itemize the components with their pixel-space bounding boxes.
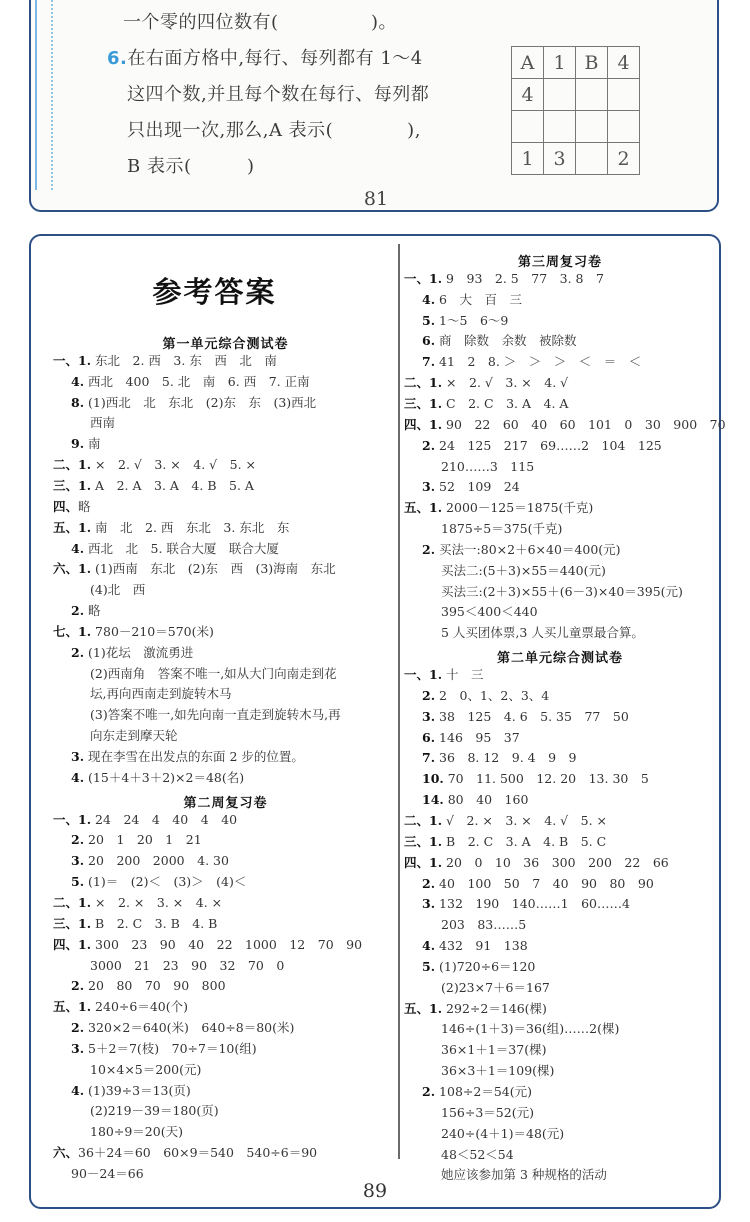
answer-text: (2)23×7＋6＝167 <box>441 979 550 995</box>
answer-line <box>422 709 629 725</box>
answer-line <box>53 478 254 494</box>
answer-text: 90－24＝66 <box>71 1166 144 1181</box>
answer-text: 10×4×5＝200(元) <box>90 1061 202 1077</box>
answer-text: 西北 400 5. 北 南 6. 西 7. 正南 <box>84 373 310 389</box>
exercise-page-81 <box>29 0 719 212</box>
answer-label: 2. <box>71 832 85 848</box>
answer-label: 二、1. <box>53 457 92 473</box>
answer-line <box>441 459 534 475</box>
answer-line <box>53 916 217 932</box>
margin-rule <box>35 0 37 190</box>
section-title: 第二周复习卷 <box>183 795 268 811</box>
answer-label: 四、1. <box>404 416 443 432</box>
answer-text: 2 0、1、2、3、4 <box>435 687 550 703</box>
answer-text: B 2. C 3. A 4. B 5. C <box>442 833 607 849</box>
answer-line <box>422 354 641 370</box>
answer-line <box>53 457 256 473</box>
answer-line <box>71 603 101 619</box>
answer-text: 向东走到摩天轮 <box>90 728 178 744</box>
answer-text: 41 2 8. ＞ ＞ ＞ ＜ ＝ ＜ <box>435 354 642 370</box>
answer-text: 略 <box>84 603 101 619</box>
answer-line <box>422 792 528 808</box>
answer-label: 三、1. <box>53 477 92 493</box>
answer-text: 240÷(4＋1)＝48(元) <box>441 1125 565 1141</box>
answer-line <box>404 500 593 516</box>
answer-text: 20 0 10 36 300 200 22 66 <box>442 854 669 870</box>
page-number: 89 <box>362 1180 388 1202</box>
answer-line <box>404 855 669 871</box>
answer-text: 146 95 37 <box>435 729 520 745</box>
answer-label: 三、1. <box>53 915 92 931</box>
answer-text: 36＋24＝60 60×9＝540 540÷6＝90 <box>78 1145 318 1161</box>
answer-line <box>422 750 577 766</box>
answer-line <box>422 938 528 954</box>
answer-text: 买法一:80×2＋6×40＝400(元) <box>435 541 621 557</box>
answer-line <box>71 874 246 890</box>
answer-label: 4. <box>71 540 85 556</box>
answer-line <box>422 730 520 746</box>
answer-label: 4. <box>71 769 85 785</box>
answer-line <box>90 582 145 598</box>
answer-line <box>71 1083 191 1099</box>
answer-label: 2. <box>71 978 85 994</box>
answer-label: 四、 <box>53 498 79 514</box>
question-6-line-3: 只出现一次,那么,A 表示( ), <box>127 120 421 141</box>
answer-text: 240÷6＝40(个) <box>91 999 188 1015</box>
answer-line <box>90 415 115 431</box>
answer-label: 3. <box>422 708 436 724</box>
grid-cell <box>544 111 576 143</box>
answer-line <box>71 541 279 557</box>
answer-text: (2)西南角 答案不唯一,如从大门向南走到花 <box>90 665 337 681</box>
answer-line <box>53 520 289 536</box>
section-title: 第二单元综合测试卷 <box>496 651 623 667</box>
answer-label: 5. <box>422 312 436 328</box>
answer-text: 买法二:(5＋3)×55＝440(元) <box>441 562 606 578</box>
answer-line <box>71 853 229 869</box>
answer-label: 二、1. <box>404 375 443 391</box>
answer-text: 180÷9＝20(天) <box>90 1124 183 1140</box>
answer-line <box>90 707 341 723</box>
answer-line <box>441 584 683 600</box>
answer-label: 二、1. <box>404 812 443 828</box>
answer-text: (1)花坛 激流勇进 <box>84 644 194 660</box>
margin-dotted-rule <box>51 0 53 190</box>
answer-text: √ 2. × 3. × 4. √ 5. × <box>442 812 607 828</box>
answer-line <box>441 1021 619 1037</box>
answer-line <box>441 521 562 537</box>
answer-line <box>90 1103 219 1119</box>
answer-text: 1～5 6～9 <box>435 312 509 328</box>
answer-line <box>404 834 606 850</box>
answer-line <box>53 561 336 577</box>
grid-cell: 4 <box>608 47 640 79</box>
answer-label: 6. <box>422 729 436 745</box>
answer-text: 395＜400＜440 <box>441 604 538 620</box>
answer-text: 432 91 138 <box>435 938 528 954</box>
grid-cell: B <box>576 47 608 79</box>
answer-text: 5 人买团体票,3 人买儿童票最合算。 <box>441 625 644 641</box>
answer-text: 西南 <box>90 415 116 431</box>
answer-text: 买法三:(2＋3)×55＋(6－3)×40＝395(元) <box>441 583 683 599</box>
answer-label: 四、1. <box>404 854 443 870</box>
answer-line <box>441 1147 514 1163</box>
grid-cell <box>608 79 640 111</box>
answer-line <box>71 374 310 390</box>
answer-label: 9. <box>71 436 85 452</box>
answer-text: 1875÷5＝375(千克) <box>441 521 563 537</box>
answer-text: 西北 北 5. 联合大厦 联合大厦 <box>84 540 279 556</box>
answer-line <box>90 958 284 974</box>
answer-line <box>53 353 277 369</box>
answer-text: (2)219－39＝180(页) <box>90 1103 219 1119</box>
answer-text: 2000－125＝1875(千克) <box>442 500 594 516</box>
answer-line <box>71 1041 257 1057</box>
answer-line <box>404 271 604 287</box>
answer-label: 一、1. <box>53 811 92 827</box>
answer-label: 三、1. <box>404 395 443 411</box>
answer-label: 六、 <box>53 1145 79 1161</box>
answer-text: (1)＝ (2)＜ (3)＞ (4)＜ <box>84 874 247 890</box>
answer-label: 4. <box>422 291 436 307</box>
answer-label: 一、1. <box>404 270 443 286</box>
answer-line <box>53 895 222 911</box>
answer-text: (1)720÷6＝120 <box>435 958 536 974</box>
answer-label: 2. <box>422 437 436 453</box>
page-number: 81 <box>363 188 389 210</box>
grid-cell: 1 <box>544 47 576 79</box>
answer-text: 36×3＋1＝109(棵) <box>441 1063 555 1079</box>
answer-text: 70 11. 500 12. 20 13. 30 5 <box>443 771 649 787</box>
answer-label: 五、1. <box>53 999 92 1015</box>
grid-cell <box>512 111 544 143</box>
answer-label: 五、1. <box>404 500 443 516</box>
answer-text: × 2. × 3. × 4. × <box>91 894 223 910</box>
answer-line <box>422 438 662 454</box>
answer-line <box>422 292 522 308</box>
answer-label: 7. <box>422 750 436 766</box>
answer-key-page-89 <box>29 234 726 1209</box>
answer-label: 4. <box>71 1082 85 1098</box>
grid-cell: 1 <box>512 143 544 175</box>
answer-text: B 2. C 3. B 4. B <box>91 915 218 931</box>
answer-line <box>404 813 607 829</box>
answer-line <box>422 313 508 329</box>
answer-label: 4. <box>71 373 85 389</box>
answer-line <box>71 749 304 765</box>
grid-cell: 2 <box>608 143 640 175</box>
answer-text: 300 23 90 40 22 1000 12 70 90 <box>91 936 363 952</box>
answer-label: 3. <box>71 853 85 869</box>
answer-line <box>441 1063 554 1079</box>
answer-text: 38 125 4. 6 5. 35 77 50 <box>435 708 629 724</box>
answer-label: 3. <box>422 896 436 912</box>
answer-label: 五、1. <box>404 1000 443 1016</box>
answer-line <box>71 832 202 848</box>
answer-line <box>441 1105 534 1121</box>
answer-text: 十 三 <box>442 667 484 682</box>
answer-line <box>422 876 654 892</box>
answer-label: 3. <box>71 749 85 764</box>
answer-line <box>422 1084 532 1100</box>
answer-label: 七、1. <box>53 623 92 639</box>
answer-text: 东北 2. 西 3. 东 西 北 南 <box>91 352 277 368</box>
answer-text: (1)西南 东北 (2)东 西 (3)海南 东北 <box>91 561 336 577</box>
answer-line <box>404 667 484 683</box>
answer-line <box>422 771 649 787</box>
answer-text: × 2. √ 3. × 4. √ 5. × <box>91 457 256 473</box>
answer-label: 一、1. <box>404 667 443 682</box>
answer-line <box>53 937 362 953</box>
answer-line <box>71 978 226 994</box>
answer-text: 9 93 2. 5 77 3. 8 7 <box>442 270 604 286</box>
answer-label: 一、1. <box>53 352 92 368</box>
answer-label: 14. <box>422 792 444 808</box>
answer-line <box>90 1062 201 1078</box>
answer-label: 2. <box>71 1020 85 1036</box>
grid-cell: 4 <box>512 79 544 111</box>
latin-square-grid <box>511 46 640 175</box>
answer-label: 2. <box>71 644 85 660</box>
answer-label: 3. <box>71 1040 85 1056</box>
answer-text: 80 40 160 <box>443 792 529 808</box>
answer-text: (1)39÷3＝13(页) <box>84 1082 191 1098</box>
answer-text: 南 北 2. 西 东北 3. 东北 东 <box>91 519 290 535</box>
answer-line <box>53 999 188 1015</box>
answer-label: 8. <box>71 394 85 410</box>
grid-cell <box>576 111 608 143</box>
question-6-line-2: 这四个数,并且每个数在每行、每列都 <box>127 84 430 105</box>
answer-line <box>422 333 577 349</box>
answer-line <box>441 1042 546 1058</box>
answer-label: 二、1. <box>53 894 92 910</box>
answer-text: 90 22 60 40 60 101 0 30 900 70 <box>442 416 726 432</box>
answer-text: 780－210＝570(米) <box>91 623 214 639</box>
answer-line <box>404 375 568 391</box>
answer-text: 20 80 70 90 800 <box>84 978 226 994</box>
answer-key-title: 参考答案 <box>152 275 277 309</box>
answer-text: A 2. A 3. A 4. B 5. A <box>91 477 254 493</box>
answer-text: 146÷(1＋3)＝36(组)……2(棵) <box>441 1021 620 1037</box>
answer-text: 南 <box>84 436 101 452</box>
grid-cell <box>544 79 576 111</box>
answer-text: (1)西北 北 东北 (2)东 东 (3)西北 <box>84 394 317 410</box>
grid-cell <box>576 79 608 111</box>
answer-label: 2. <box>422 875 436 891</box>
answer-line <box>422 896 630 912</box>
answer-line <box>71 770 244 786</box>
answer-text: 坛,再向西南走到旋转木马 <box>90 686 232 702</box>
answer-line <box>71 645 193 661</box>
answer-line <box>71 436 101 452</box>
grid-cell <box>576 143 608 175</box>
answer-label: 六、1. <box>53 561 92 577</box>
question-6-line-4: B 表示( ) <box>127 156 255 177</box>
answer-text: 她应该参加第 3 种规格的活动 <box>441 1167 607 1183</box>
answer-line <box>441 980 550 996</box>
answer-text: 132 190 140……1 60……4 <box>435 896 630 912</box>
answer-line <box>53 624 214 640</box>
answer-label: 2. <box>422 541 436 557</box>
answer-text: 20 200 2000 4. 30 <box>84 853 229 869</box>
answer-line <box>441 917 526 933</box>
question-number: 6. <box>107 48 128 69</box>
section-title: 第一单元综合测试卷 <box>162 337 289 352</box>
answer-text: 24 24 4 40 4 40 <box>91 811 238 827</box>
answer-text: 36×1＋1＝37(棵) <box>441 1042 547 1058</box>
answer-line <box>441 1126 564 1142</box>
answer-text: 292÷2＝146(棵) <box>442 1000 547 1016</box>
answer-label: 四、1. <box>53 936 92 952</box>
question-6-line-1: 6.在右面方格中,每行、每列都有 1～4 <box>107 48 423 69</box>
answer-text: (4)北 西 <box>90 582 146 598</box>
answer-label: 2. <box>422 1084 436 1099</box>
answer-line <box>422 479 520 495</box>
answer-label: 5. <box>71 874 85 890</box>
answer-label: 3. <box>422 479 436 495</box>
answer-text: (3)答案不唯一,如先向南一直走到旋转木马,再 <box>90 707 341 723</box>
answer-label: 2. <box>422 687 436 703</box>
grid-cell: A <box>512 47 544 79</box>
answer-text: 48＜52＜54 <box>441 1146 514 1162</box>
answer-label: 2. <box>71 603 85 619</box>
answer-line <box>404 396 568 412</box>
answer-text: 210……3 115 <box>441 458 535 474</box>
answer-text: 203 83……5 <box>441 917 527 933</box>
answer-text: 现在李雪在出发点的东面 2 步的位置。 <box>84 749 304 764</box>
answer-line <box>90 1124 183 1140</box>
answer-label: 5. <box>422 958 436 974</box>
answer-text: 商 除数 余数 被除数 <box>435 333 577 349</box>
answer-text: 24 125 217 69……2 104 125 <box>435 437 662 453</box>
answer-text: 20 1 20 1 21 <box>84 832 202 848</box>
answer-line <box>404 417 726 433</box>
answer-line <box>441 625 644 641</box>
answer-label: 7. <box>422 354 436 370</box>
answer-label: 10. <box>422 771 444 787</box>
answer-text: 3000 21 23 90 32 70 0 <box>90 957 285 973</box>
answer-line <box>90 728 178 744</box>
answer-text: 320×2＝640(米) 640÷8＝80(米) <box>84 1020 295 1036</box>
answer-line <box>404 1001 547 1017</box>
grid-cell <box>608 111 640 143</box>
continued-question-line: 一个零的四位数有( )。 <box>123 12 398 33</box>
answer-line <box>422 688 549 704</box>
section-title: 第三周复习卷 <box>517 255 602 270</box>
grid-cell: 3 <box>544 143 576 175</box>
answer-label: 五、1. <box>53 519 92 535</box>
column-divider <box>398 244 400 1159</box>
answer-line <box>441 563 606 579</box>
answer-text: 5＋2＝7(枝) 70÷7＝10(组) <box>84 1040 257 1056</box>
answer-text: (15＋4＋3＋2)×2＝48(名) <box>84 769 245 785</box>
answer-text: 156÷3＝52(元) <box>441 1104 534 1120</box>
answer-text: 52 109 24 <box>435 479 520 495</box>
answer-line <box>53 1145 317 1161</box>
answer-line <box>53 812 237 828</box>
answer-text: C 2. C 3. A 4. A <box>442 395 569 411</box>
answer-text: 略 <box>78 498 91 514</box>
answer-label: 6. <box>422 333 436 349</box>
answer-line <box>441 604 538 620</box>
answer-label: 三、1. <box>404 833 443 849</box>
answer-line <box>422 542 621 558</box>
answer-text: 36 8. 12 9. 4 9 9 <box>435 750 577 766</box>
answer-line <box>422 959 535 975</box>
answer-text: 40 100 50 7 40 90 80 90 <box>435 875 654 891</box>
answer-label: 4. <box>422 938 436 954</box>
answer-text: 6 大 百 三 <box>435 291 522 307</box>
answer-line <box>53 499 91 515</box>
answer-line <box>71 1020 294 1036</box>
answer-text: 108÷2＝54(元) <box>435 1084 532 1099</box>
answer-text: × 2. √ 3. × 4. √ <box>442 375 569 391</box>
answer-line <box>71 395 316 411</box>
answer-line <box>90 666 337 682</box>
answer-line <box>90 686 231 702</box>
